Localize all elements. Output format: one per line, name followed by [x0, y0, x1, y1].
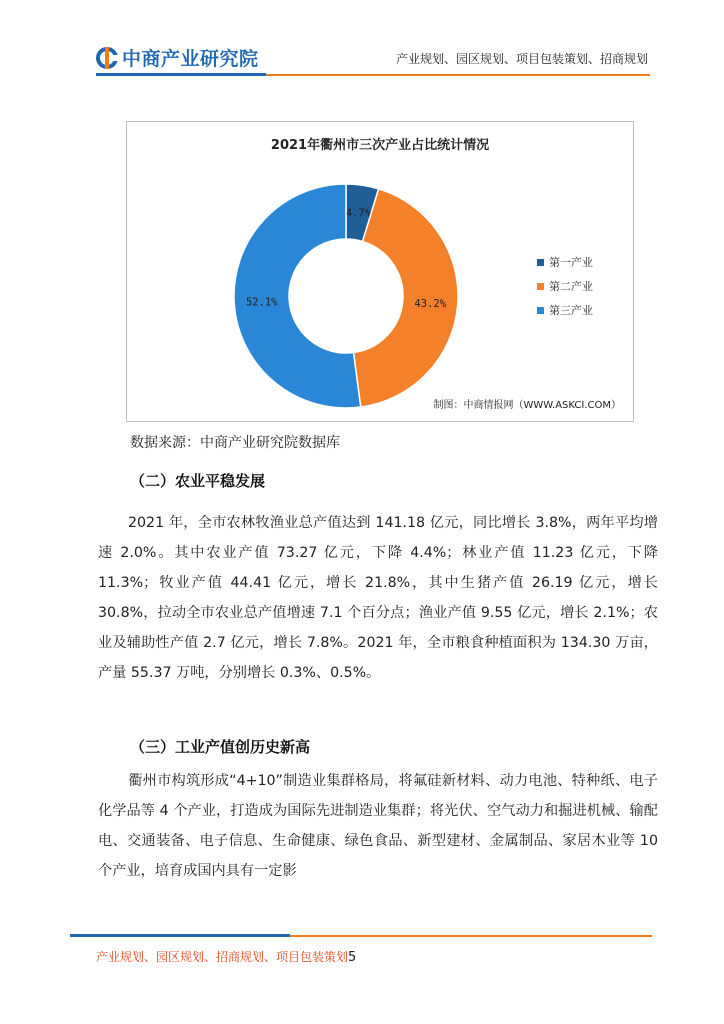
logo-text: 中商产业研究院: [122, 48, 259, 70]
legend-label-primary: 第一产业: [549, 256, 593, 269]
paragraph-text-industry: 衢州市构筑形成“4+10”制造业集群格局，将氟硅新材料、动力电池、特种纸、电子化学品等 4 个产业，打造成为国际先进制造业集群；将光伏、空气动力和掘进机械、输配电、交通装备、电子信息、生命健康、绿色食品、新型建材、金属制品、家居木业等 10 个产业，培育成国内具有一定影: [98, 773, 658, 879]
slice-label-secondary: 43.2%: [414, 297, 447, 310]
legend-label-tertiary: 第三产业: [549, 304, 593, 317]
page-footer: [96, 948, 356, 965]
footer-divider-blue: [70, 934, 290, 937]
chart-credit: 制图：中商情报网（WWW.ASKCI.COM）: [433, 400, 621, 411]
header-tagline: 产业规划、园区规划、项目包装策划、招商规划: [395, 52, 648, 66]
legend-item-tertiary: [537, 298, 593, 322]
legend-item-secondary: [537, 274, 593, 298]
logo-icon: [96, 47, 118, 69]
logo: [96, 44, 259, 71]
chart-container: [126, 121, 634, 422]
page-number: 5: [348, 950, 357, 965]
section-heading-agriculture: （二）农业平稳发展: [130, 472, 266, 490]
legend-item-primary: [537, 250, 593, 274]
chart-legend: [537, 250, 593, 322]
page-header: [0, 0, 724, 80]
footer-divider-orange: [290, 935, 652, 937]
legend-label-secondary: 第二产业: [549, 280, 593, 293]
footer-text: 产业规划、园区规划、招商规划、项目包装策划: [96, 950, 349, 964]
header-divider-blue: [96, 73, 266, 76]
slice-label-tertiary: 52.1%: [245, 296, 278, 309]
legend-swatch-primary: [537, 259, 544, 266]
section-paragraph-industry: [98, 766, 658, 886]
legend-swatch-tertiary: [537, 307, 544, 314]
chart-title: 2021年衢州市三次产业占比统计情况: [270, 138, 490, 153]
legend-swatch-secondary: [537, 283, 544, 290]
section-heading-industry: （三）工业产值创历史新高: [130, 738, 311, 756]
slice-label-primary: 4.7%: [345, 207, 372, 220]
section-paragraph-agriculture: [98, 508, 658, 688]
data-source-note: 数据来源：中商产业研究院数据库: [130, 435, 340, 451]
header-divider-orange: [266, 74, 650, 76]
paragraph-text-agriculture: 2021 年，全市农林牧渔业总产值达到 141.18 亿元，同比增长 3.8%，两年平均增速 2.0%。其中农业产值 73.27 亿元，下降 4.4%；林业产值 11.23 亿元，下降 11.3%；牧业产值 44.41 亿元，增长 21.8%，其中生猪产值 26.19 亿元，增长 30.8%，拉动全市农业总产值增速 7.1 个百分点；渔业产值 9.55 亿元，增长 2.1%；农业及辅助性产值 2.7 亿元，增长 7.8%。2021 年，全市粮食种植面积为 134.30 万亩，产量 55.37 万吨，分别增长 0.3%、0.5%。: [98, 515, 658, 681]
